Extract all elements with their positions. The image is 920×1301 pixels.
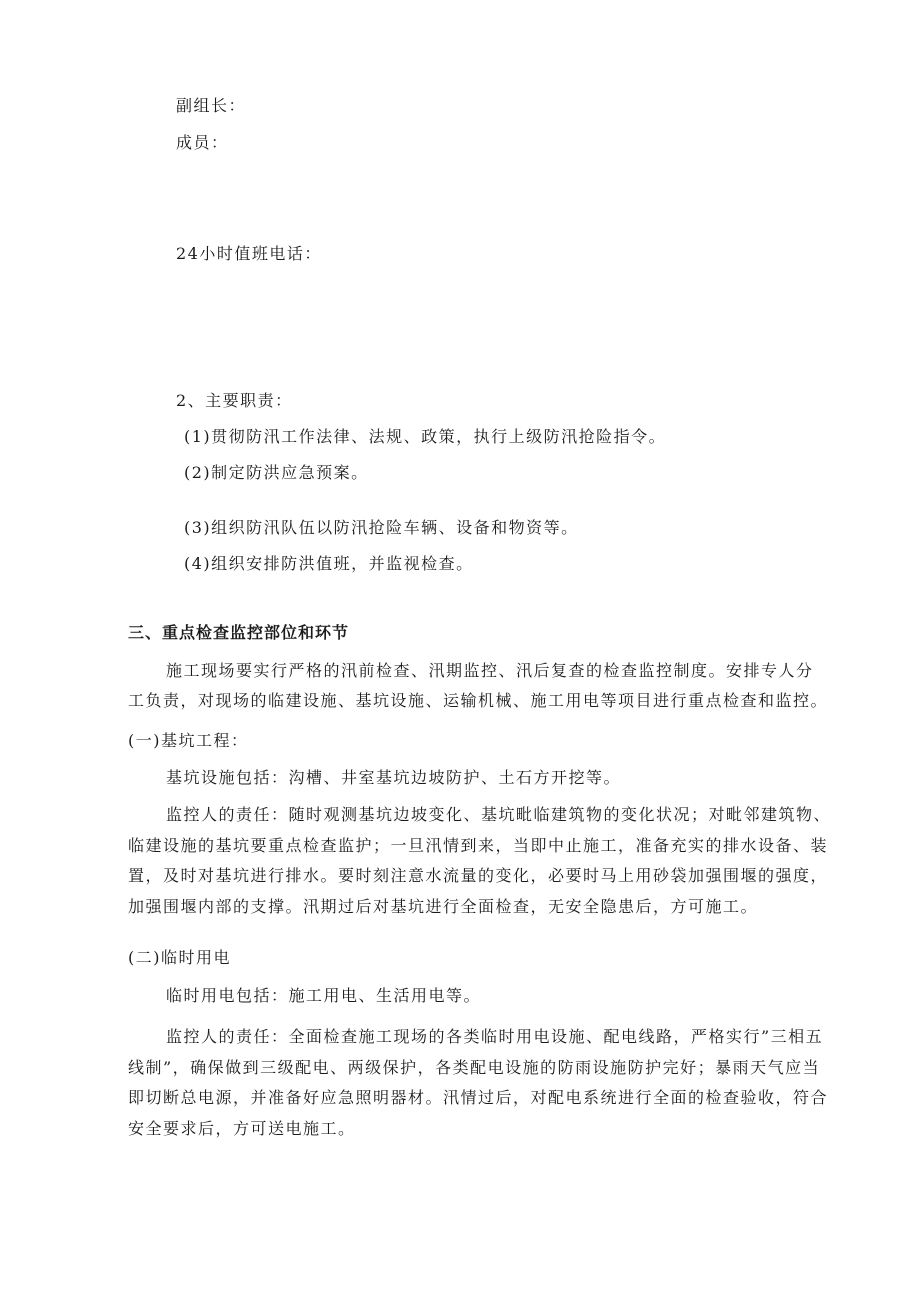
duties-heading: 2、主要职责： xyxy=(176,391,293,410)
section-3-title: 三、重点检查监控部位和环节 xyxy=(128,623,350,642)
deputy-leader-label: 副组长： xyxy=(176,96,247,115)
part-2-duty: 监控人的责任：全面检查施工现场的各类临时用电设施、配电线路，严格实行”三相五线制”，确保做到三级配电、两级保护，各类配电设施的防雨设施防护完好；暴雨天气应当即切断总电源，并准备好应急照明器材。汛情过后，对配电系统进行全面的检查验收，符合安全要求后，方可送电施工。 xyxy=(128,1027,829,1138)
part-1-title: (一)基坑工程： xyxy=(128,731,249,750)
duty-item-3: (3)组织防汛队伍以防汛抢险车辆、设备和物资等。 xyxy=(184,518,579,537)
part-2-title: (二)临时用电 xyxy=(128,948,231,967)
hotline-label: 24小时值班电话： xyxy=(176,244,322,263)
duty-item-1: (1)贯彻防汛工作法律、法规、政策，执行上级防汛抢险指令。 xyxy=(184,427,667,446)
section-3-intro: 施工现场要实行严格的汛前检查、汛期监控、汛后复查的检查监控制度。安排专人分工负责，对现场的临建设施、基坑设施、运输机械、施工用电等项目进行重点检查和监控。 xyxy=(128,661,829,710)
duty-item-4: (4)组织安排防洪值班，并监视检查。 xyxy=(184,554,474,573)
part-2-scope: 临时用电包括：施工用电、生活用电等。 xyxy=(166,986,482,1005)
duty-item-2: (2)制定防洪应急预案。 xyxy=(184,463,369,482)
part-1-duty: 监控人的责任：随时观测基坑边坡变化、基坑毗临建筑物的变化状况；对毗邻建筑物、临建设施的基坑要重点检查监护；一旦汛情到来，当即中止施工，准备充实的排水设备、装置，及时对基坑进行排水。要时刻注意水流量的变化，必要时马上用砂袋加强围堰的强度，加强围堰内部的支撑。汛期过后对基坑进行全面检查，无安全隐患后，方可施工。 xyxy=(128,805,832,916)
members-label: 成员： xyxy=(176,133,229,152)
part-1-scope: 基坑设施包括：沟槽、井室基坑边坡防护、土石方开挖等。 xyxy=(166,768,622,787)
